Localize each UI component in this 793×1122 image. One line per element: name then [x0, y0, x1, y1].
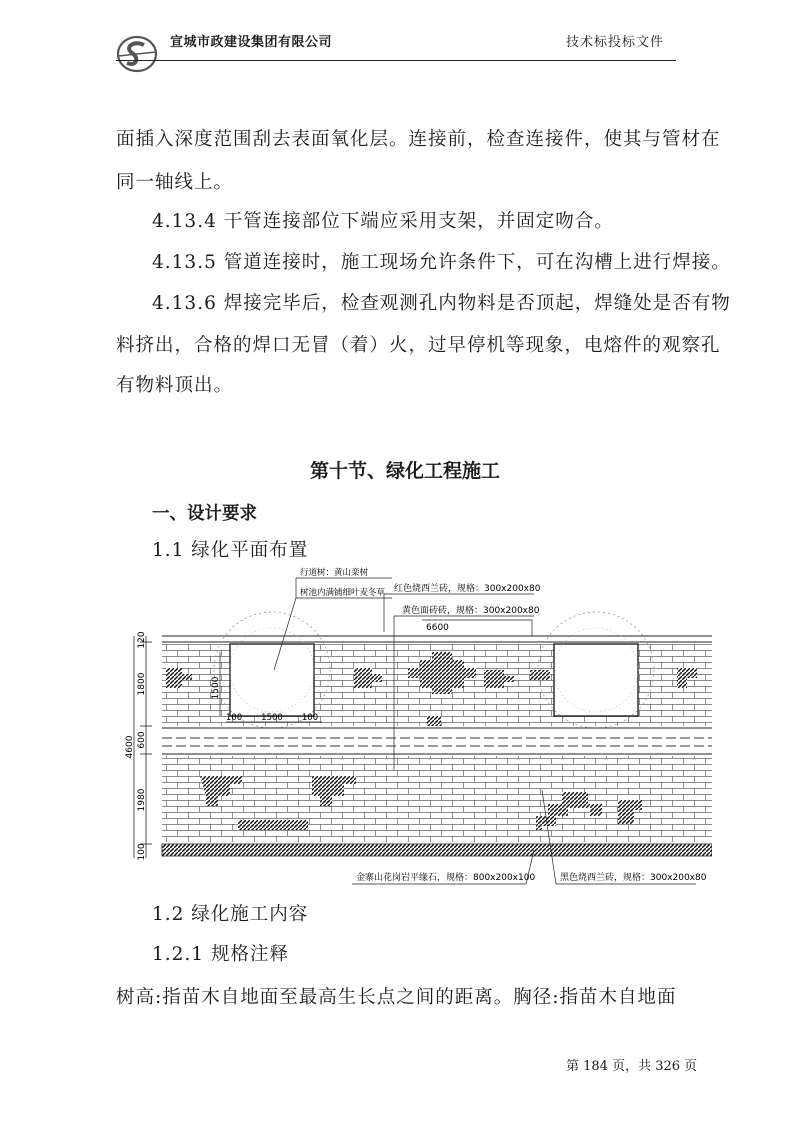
label-black-brick: 黑色烧西兰砖，规格：300x200x80: [560, 873, 707, 883]
document-type: 技术标投标文件: [566, 35, 665, 50]
paragraph-line: 料挤出，合格的焊口无冒（着）火，过早停机等现象，电熔件的观察孔: [116, 335, 721, 356]
dim-1800: 1800: [137, 672, 147, 696]
paragraph-line: 同一轴线上。: [116, 172, 234, 193]
paragraph-line: 有物料顶出。: [116, 375, 234, 396]
header-divider: [116, 60, 676, 61]
paragraph-4-13-4: 4.13.4 干管连接部位下端应采用支架，并固定吻合。: [152, 211, 614, 232]
label-street-tree: 行道树：黄山栾树: [300, 568, 369, 578]
greening-plan-drawing: [122, 560, 712, 888]
dim-1980: 1980: [137, 788, 147, 812]
paragraph-4-13-5: 4.13.5 管道连接时，施工现场允许条件下，可在沟槽上进行焊接。: [152, 252, 731, 273]
item-1-1-heading: 1.1 绿化平面布置: [152, 540, 309, 561]
dim-pit-1500-horizontal: 1500: [261, 713, 283, 723]
section-title: 第十节、绿化工程施工: [310, 460, 501, 482]
dim-pit-1500-vertical: 1500: [211, 676, 221, 700]
page-number: 第 184 页，共 326 页: [566, 1059, 698, 1074]
company-logo-icon: [116, 34, 158, 74]
dim-120: 120: [137, 631, 147, 649]
dim-pit-100-left: 100: [225, 713, 243, 723]
dim-100: 100: [137, 843, 147, 861]
dim-4600: 4600: [125, 735, 135, 759]
dim-600: 600: [137, 731, 147, 749]
label-red-brick: 红色烧西兰砖，规格：300x200x80: [394, 584, 541, 594]
paragraph-4-13-6: 4.13.6 焊接完毕后，检查观测孔内物料是否顶起，焊缝处是否有物: [152, 293, 731, 314]
definition-paragraph: 树高:指苗木自地面至最高生长点之间的距离。胸径:指苗木自地面: [116, 987, 677, 1008]
paragraph-line: 面插入深度范围刮去表面氧化层。连接前，检查连接件，使其与管材在: [116, 129, 721, 150]
item-1-2-1-heading: 1.2.1 规格注释: [152, 944, 289, 965]
company-name: 宣城市政建设集团有限公司: [170, 35, 333, 50]
label-tree-pit-grass: 树池内满铺细叶麦冬草: [300, 588, 386, 598]
dim-pit-100-right: 100: [301, 713, 319, 723]
subsection-title: 一、设计要求: [152, 504, 257, 524]
label-width-6600: 6600: [426, 623, 449, 633]
label-granite-curb: 金寨山花岗岩平缘石，规格：800x200x100: [356, 873, 536, 883]
label-yellow-brick: 黄色面砖砖，规格：300x200x80: [402, 606, 540, 616]
item-1-2-heading: 1.2 绿化施工内容: [152, 904, 309, 925]
